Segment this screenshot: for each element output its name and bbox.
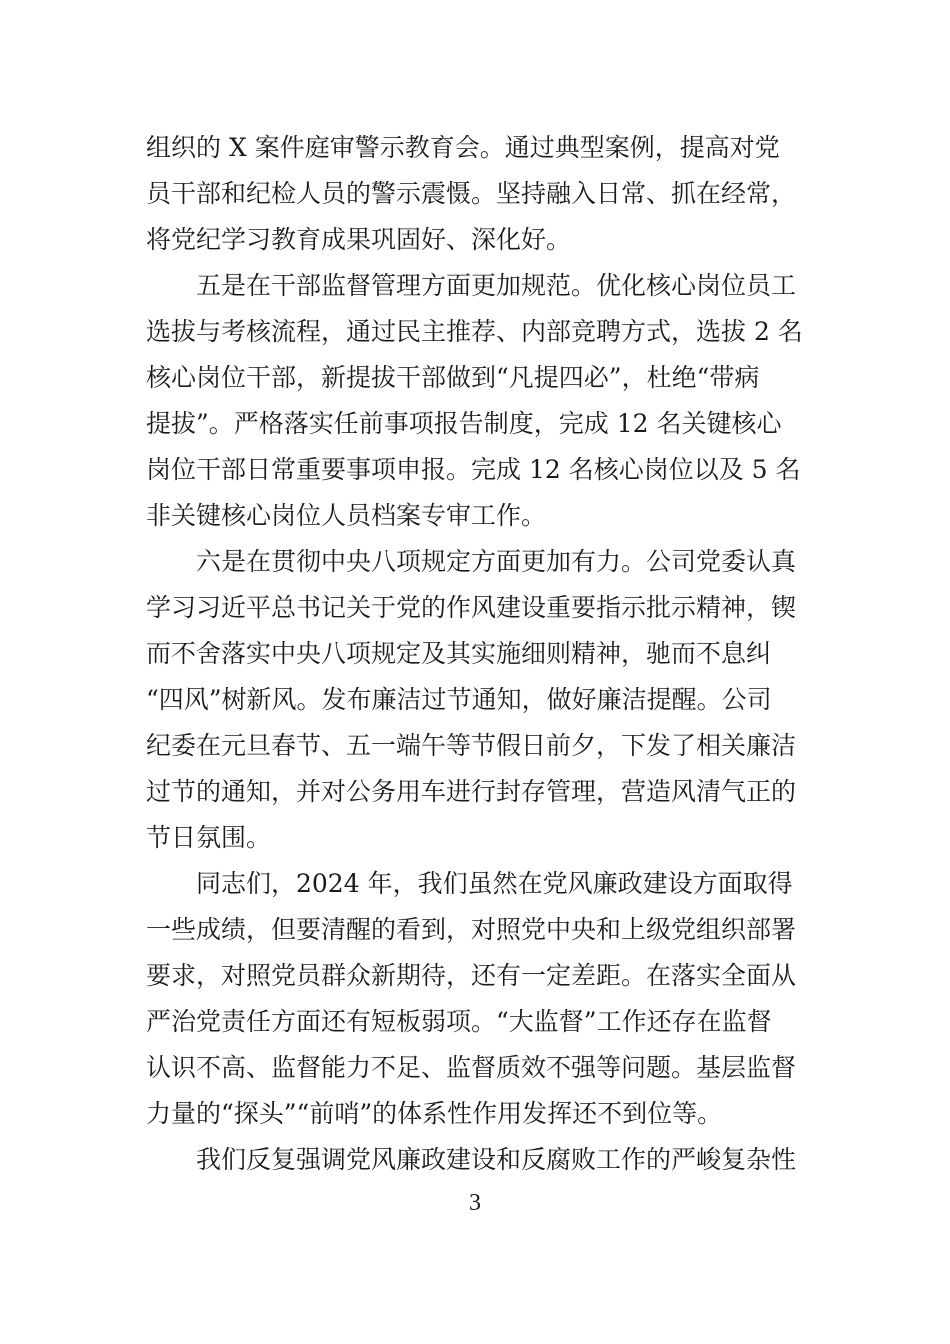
paragraph-first-line: 五是在干部监督管理方面更加规范。优化核心岗位员工: [196, 271, 797, 300]
text-line: 节日氛围。: [146, 823, 272, 852]
text-line: 力量的“探头”“前哨”的体系性作用发挥还不到位等。: [146, 1099, 723, 1128]
paragraph-first-line: 我们反复强调党风廉政建设和反腐败工作的严峻复杂性: [196, 1145, 797, 1174]
text-line: 员干部和纪检人员的警示震慑。坚持融入日常、抓在经常，: [146, 179, 797, 208]
text-line: 岗位干部日常重要事项申报。完成 12 名核心岗位以及 5 名: [146, 455, 801, 484]
text-line: 认识不高、监督能力不足、监督质效不强等问题。基层监督: [146, 1053, 797, 1082]
text-line: 组织的 X 案件庭审警示教育会。通过典型案例，提高对党: [146, 133, 780, 162]
paragraph-first-line: 六是在贯彻中央八项规定方面更加有力。公司党委认真: [196, 547, 797, 576]
text-line: 而不舍落实中央八项规定及其实施细则精神，驰而不息纠: [146, 639, 772, 668]
text-line: 提拔”。严格落实任前事项报告制度，完成 12 名关键核心: [146, 409, 782, 438]
text-line: “四风”树新风。发布廉洁过节通知，做好廉洁提醒。公司: [146, 685, 772, 714]
page-number: 3: [469, 1190, 481, 1216]
text-line: 学习习近平总书记关于党的作风建设重要指示批示精神，锲: [146, 593, 797, 622]
text-line: 将党纪学习教育成果巩固好、深化好。: [146, 225, 572, 254]
text-line: 核心岗位干部，新提拔干部做到“凡提四必”，杜绝“带病: [146, 363, 760, 392]
text-line: 严治党责任方面还有短板弱项。“大监督”工作还存在监督: [146, 1007, 772, 1036]
text-line: 一些成绩，但要清醒的看到，对照党中央和上级党组织部署: [146, 915, 797, 944]
text-line: 要求，对照党员群众新期待，还有一定差距。在落实全面从: [146, 961, 797, 990]
paragraph-first-line: 同志们，2024 年，我们虽然在党风廉政建设方面取得: [196, 869, 793, 898]
text-line: 纪委在元旦春节、五一端午等节假日前夕，下发了相关廉洁: [146, 731, 797, 760]
text-line: 非关键核心岗位人员档案专审工作。: [146, 501, 547, 530]
text-line: 选拔与考核流程，通过民主推荐、内部竞聘方式，选拔 2 名: [146, 317, 803, 346]
text-line: 过节的通知，并对公务用车进行封存管理，营造风清气正的: [146, 777, 797, 806]
